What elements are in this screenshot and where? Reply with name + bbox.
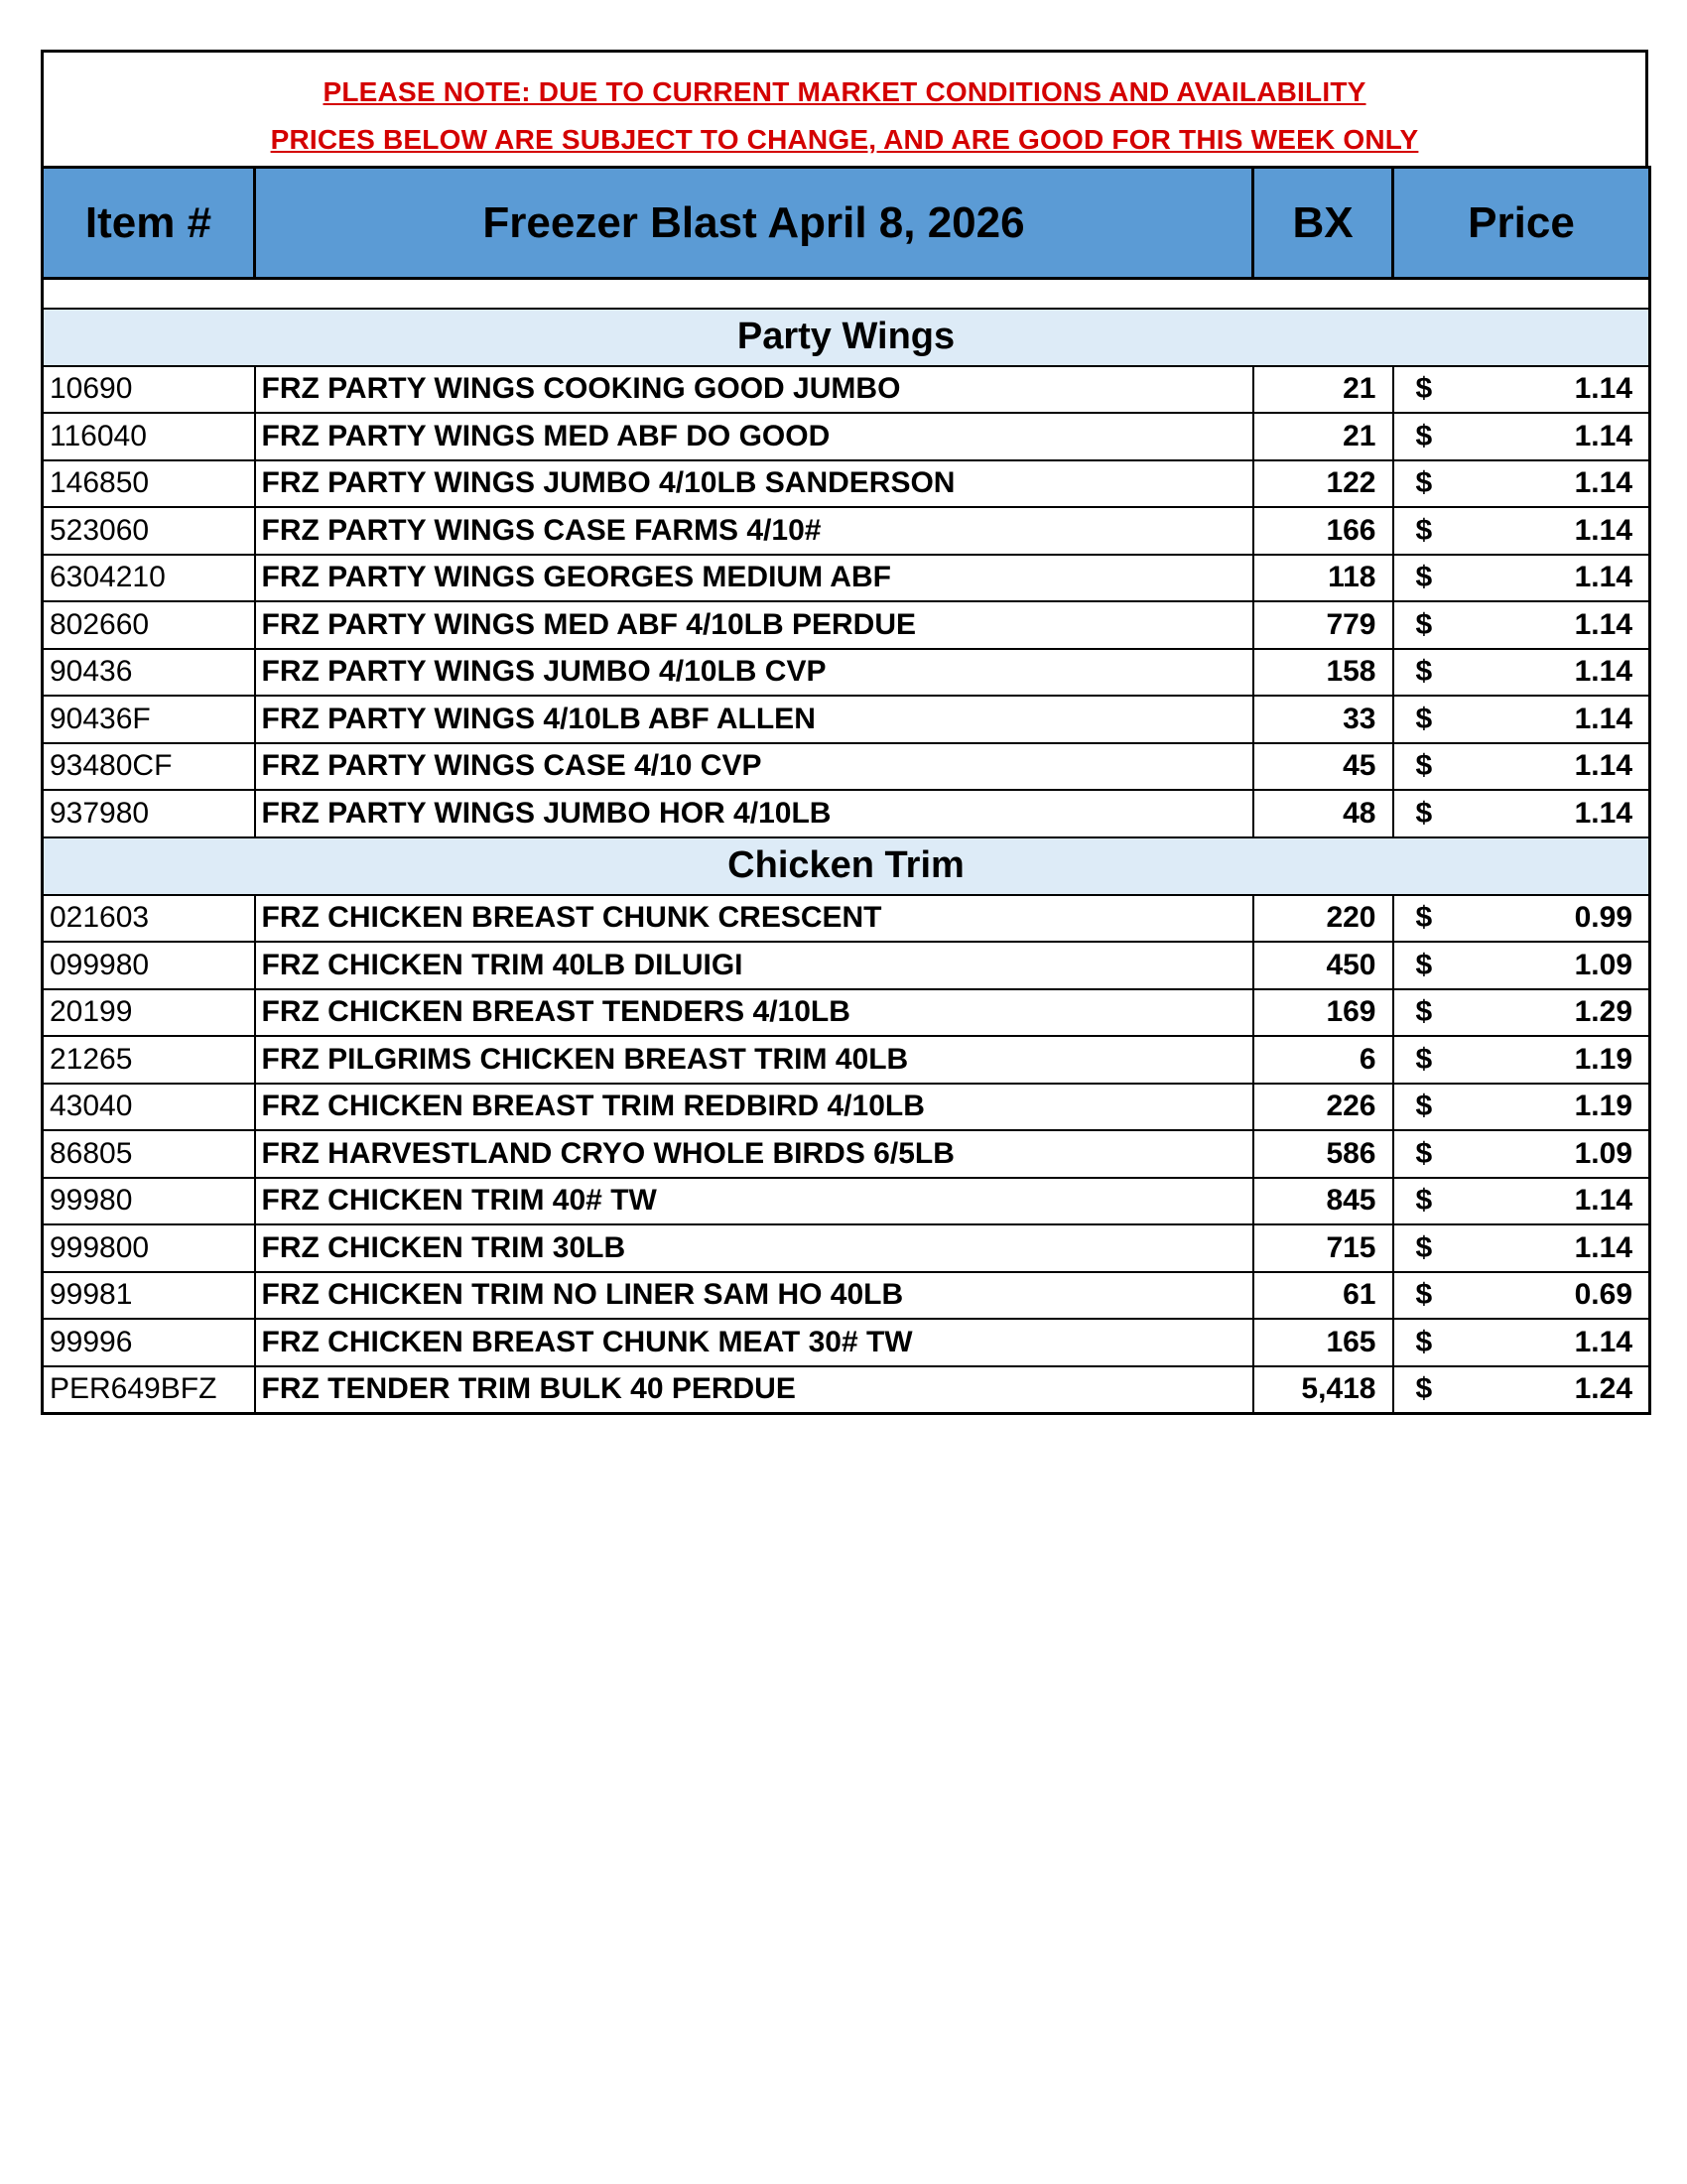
- table-row: [43, 649, 1650, 697]
- item-number: 099980: [43, 942, 255, 989]
- section-header: [43, 309, 1650, 366]
- box-count: 220: [1253, 895, 1393, 943]
- item-number: 43040: [43, 1084, 255, 1131]
- currency-symbol: $: [1415, 1230, 1433, 1264]
- currency-symbol: $: [1415, 1372, 1433, 1405]
- item-description: FRZ PARTY WINGS CASE 4/10 CVP: [255, 743, 1253, 791]
- price-wrap: [1394, 1184, 1649, 1218]
- box-count: 21: [1253, 366, 1393, 414]
- currency-symbol: $: [1415, 1136, 1433, 1170]
- currency-symbol: $: [1415, 702, 1433, 735]
- item-number: 20199: [43, 989, 255, 1037]
- item-description: FRZ PARTY WINGS JUMBO 4/10LB SANDERSON: [255, 460, 1253, 508]
- table-row: [43, 743, 1650, 791]
- item-description: FRZ CHICKEN TRIM 30LB: [255, 1224, 1253, 1272]
- price-value: 1.24: [1574, 1372, 1632, 1405]
- currency-symbol: $: [1415, 513, 1433, 547]
- item-number: 10690: [43, 366, 255, 414]
- item-description: FRZ PARTY WINGS MED ABF 4/10LB PERDUE: [255, 601, 1253, 649]
- item-number: 86805: [43, 1130, 255, 1178]
- item-number: 116040: [43, 413, 255, 460]
- item-description: FRZ PARTY WINGS COOKING GOOD JUMBO: [255, 366, 1253, 414]
- currency-symbol: $: [1415, 948, 1433, 981]
- price-cell: [1393, 1036, 1650, 1084]
- item-number: 021603: [43, 895, 255, 943]
- currency-symbol: $: [1415, 419, 1433, 452]
- box-count: 61: [1253, 1272, 1393, 1320]
- price-cell: [1393, 989, 1650, 1037]
- price-value: 1.14: [1574, 1325, 1632, 1358]
- currency-symbol: $: [1415, 796, 1433, 830]
- section-header: [43, 837, 1650, 895]
- box-count: 226: [1253, 1084, 1393, 1131]
- price-table: [41, 166, 1651, 1415]
- spacer-cell: [43, 279, 1650, 309]
- table-row: [43, 601, 1650, 649]
- price-wrap: [1394, 949, 1649, 982]
- price-cell: [1393, 649, 1650, 697]
- item-number: 146850: [43, 460, 255, 508]
- table-row: [43, 1272, 1650, 1320]
- section-title: Chicken Trim: [43, 837, 1650, 895]
- item-description: FRZ CHICKEN BREAST CHUNK MEAT 30# TW: [255, 1319, 1253, 1366]
- table-row: [43, 413, 1650, 460]
- price-wrap: [1394, 1372, 1649, 1406]
- currency-symbol: $: [1415, 995, 1433, 1029]
- price-value: 1.14: [1574, 419, 1632, 452]
- box-count: 166: [1253, 507, 1393, 555]
- box-count: 158: [1253, 649, 1393, 697]
- table-row: [43, 1130, 1650, 1178]
- currency-symbol: $: [1415, 1278, 1433, 1312]
- box-count: 845: [1253, 1178, 1393, 1225]
- price-wrap: [1394, 1326, 1649, 1359]
- item-description: FRZ CHICKEN TRIM NO LINER SAM HO 40LB: [255, 1272, 1253, 1320]
- currency-symbol: $: [1415, 901, 1433, 935]
- table-row: [43, 366, 1650, 414]
- table-row: [43, 696, 1650, 743]
- price-wrap: [1394, 655, 1649, 689]
- price-cell: [1393, 790, 1650, 837]
- price-value: 1.19: [1574, 1090, 1632, 1123]
- item-number: 90436F: [43, 696, 255, 743]
- item-number: 99996: [43, 1319, 255, 1366]
- price-cell: [1393, 601, 1650, 649]
- notice-line-2: PRICES BELOW ARE SUBJECT TO CHANGE, AND ARE GOOD FOR THIS WEEK ONLY: [270, 124, 1419, 155]
- item-description: FRZ CHICKEN BREAST TENDERS 4/10LB: [255, 989, 1253, 1037]
- item-description: FRZ TENDER TRIM BULK 40 PERDUE: [255, 1366, 1253, 1414]
- item-description: FRZ CHICKEN TRIM 40LB DILUIGI: [255, 942, 1253, 989]
- item-description: FRZ HARVESTLAND CRYO WHOLE BIRDS 6/5LB: [255, 1130, 1253, 1178]
- header-price: Price: [1393, 168, 1650, 279]
- item-number: 93480CF: [43, 743, 255, 791]
- price-value: 1.14: [1574, 655, 1632, 689]
- price-value: 1.14: [1574, 607, 1632, 641]
- box-count: 715: [1253, 1224, 1393, 1272]
- item-description: FRZ PARTY WINGS JUMBO HOR 4/10LB: [255, 790, 1253, 837]
- item-description: FRZ CHICKEN BREAST TRIM REDBIRD 4/10LB: [255, 1084, 1253, 1131]
- price-cell: [1393, 507, 1650, 555]
- price-wrap: [1394, 1278, 1649, 1312]
- price-cell: [1393, 460, 1650, 508]
- price-cell: [1393, 413, 1650, 460]
- currency-symbol: $: [1415, 1325, 1433, 1358]
- box-count: 45: [1253, 743, 1393, 791]
- box-count: 169: [1253, 989, 1393, 1037]
- price-wrap: [1394, 561, 1649, 594]
- price-wrap: [1394, 1090, 1649, 1123]
- item-description: FRZ PARTY WINGS GEORGES MEDIUM ABF: [255, 555, 1253, 602]
- box-count: 122: [1253, 460, 1393, 508]
- box-count: 165: [1253, 1319, 1393, 1366]
- item-number: 21265: [43, 1036, 255, 1084]
- item-description: FRZ PARTY WINGS CASE FARMS 4/10#: [255, 507, 1253, 555]
- table-row: [43, 942, 1650, 989]
- price-wrap: [1394, 466, 1649, 500]
- price-value: 1.14: [1574, 372, 1632, 406]
- price-value: 1.14: [1574, 749, 1632, 783]
- price-value: 1.14: [1574, 702, 1632, 735]
- header-bx: BX: [1253, 168, 1393, 279]
- box-count: 48: [1253, 790, 1393, 837]
- item-number: 937980: [43, 790, 255, 837]
- price-value: 1.09: [1574, 948, 1632, 981]
- price-wrap: [1394, 420, 1649, 453]
- box-count: 118: [1253, 555, 1393, 602]
- header-item: Item #: [43, 168, 255, 279]
- box-count: 450: [1253, 942, 1393, 989]
- price-cell: [1393, 895, 1650, 943]
- item-description: FRZ PARTY WINGS MED ABF DO GOOD: [255, 413, 1253, 460]
- price-cell: [1393, 1178, 1650, 1225]
- price-value: 1.19: [1574, 1042, 1632, 1076]
- price-cell: [1393, 1084, 1650, 1131]
- price-wrap: [1394, 1231, 1649, 1265]
- box-count: 586: [1253, 1130, 1393, 1178]
- item-description: FRZ CHICKEN TRIM 40# TW: [255, 1178, 1253, 1225]
- currency-symbol: $: [1415, 372, 1433, 406]
- item-number: 90436: [43, 649, 255, 697]
- table-row: [43, 1319, 1650, 1366]
- table-header: [43, 168, 1650, 279]
- item-number: 999800: [43, 1224, 255, 1272]
- price-cell: [1393, 555, 1650, 602]
- price-value: 1.14: [1574, 796, 1632, 830]
- currency-symbol: $: [1415, 655, 1433, 689]
- price-value: 1.09: [1574, 1136, 1632, 1170]
- price-cell: [1393, 743, 1650, 791]
- currency-symbol: $: [1415, 1184, 1433, 1218]
- table-row: [43, 895, 1650, 943]
- box-count: 779: [1253, 601, 1393, 649]
- price-cell: [1393, 1224, 1650, 1272]
- price-wrap: [1394, 797, 1649, 831]
- item-description: FRZ PARTY WINGS JUMBO 4/10LB CVP: [255, 649, 1253, 697]
- price-value: 0.69: [1574, 1278, 1632, 1312]
- price-cell: [1393, 1130, 1650, 1178]
- header-title: Freezer Blast April 8, 2026: [255, 168, 1253, 279]
- price-wrap: [1394, 901, 1649, 935]
- table-row: [43, 1084, 1650, 1131]
- table-row: [43, 1224, 1650, 1272]
- currency-symbol: $: [1415, 749, 1433, 783]
- price-value: 0.99: [1574, 901, 1632, 935]
- market-notice: [41, 50, 1648, 166]
- item-number: 6304210: [43, 555, 255, 602]
- currency-symbol: $: [1415, 466, 1433, 500]
- currency-symbol: $: [1415, 607, 1433, 641]
- price-cell: [1393, 942, 1650, 989]
- price-wrap: [1394, 749, 1649, 783]
- price-cell: [1393, 1319, 1650, 1366]
- price-wrap: [1394, 703, 1649, 736]
- price-wrap: [1394, 372, 1649, 406]
- table-row: [43, 1036, 1650, 1084]
- item-number: 99981: [43, 1272, 255, 1320]
- price-value: 1.14: [1574, 1184, 1632, 1218]
- item-number: PER649BFZ: [43, 1366, 255, 1414]
- table-row: [43, 555, 1650, 602]
- box-count: 33: [1253, 696, 1393, 743]
- item-number: 523060: [43, 507, 255, 555]
- table-row: [43, 790, 1650, 837]
- price-cell: [1393, 696, 1650, 743]
- price-wrap: [1394, 514, 1649, 548]
- item-description: FRZ PILGRIMS CHICKEN BREAST TRIM 40LB: [255, 1036, 1253, 1084]
- notice-line-1: PLEASE NOTE: DUE TO CURRENT MARKET CONDITIONS AND AVAILABILITY: [323, 76, 1366, 107]
- price-cell: [1393, 366, 1650, 414]
- table-row: [43, 1366, 1650, 1414]
- box-count: 6: [1253, 1036, 1393, 1084]
- box-count: 21: [1253, 413, 1393, 460]
- currency-symbol: $: [1415, 1090, 1433, 1123]
- currency-symbol: $: [1415, 1042, 1433, 1076]
- item-number: 802660: [43, 601, 255, 649]
- box-count: 5,418: [1253, 1366, 1393, 1414]
- item-description: FRZ PARTY WINGS 4/10LB ABF ALLEN: [255, 696, 1253, 743]
- table-row: [43, 460, 1650, 508]
- price-wrap: [1394, 1043, 1649, 1077]
- table-row: [43, 507, 1650, 555]
- price-value: 1.14: [1574, 561, 1632, 594]
- price-wrap: [1394, 608, 1649, 642]
- table-row: [43, 989, 1650, 1037]
- item-description: FRZ CHICKEN BREAST CHUNK CRESCENT: [255, 895, 1253, 943]
- price-value: 1.14: [1574, 466, 1632, 500]
- item-number: 99980: [43, 1178, 255, 1225]
- section-title: Party Wings: [43, 309, 1650, 366]
- spacer-row: [43, 279, 1650, 309]
- currency-symbol: $: [1415, 561, 1433, 594]
- price-cell: [1393, 1366, 1650, 1414]
- price-value: 1.14: [1574, 513, 1632, 547]
- table-row: [43, 1178, 1650, 1225]
- price-sheet: [41, 50, 1648, 1415]
- price-value: 1.14: [1574, 1230, 1632, 1264]
- price-wrap: [1394, 995, 1649, 1029]
- price-cell: [1393, 1272, 1650, 1320]
- price-value: 1.29: [1574, 995, 1632, 1029]
- price-wrap: [1394, 1137, 1649, 1171]
